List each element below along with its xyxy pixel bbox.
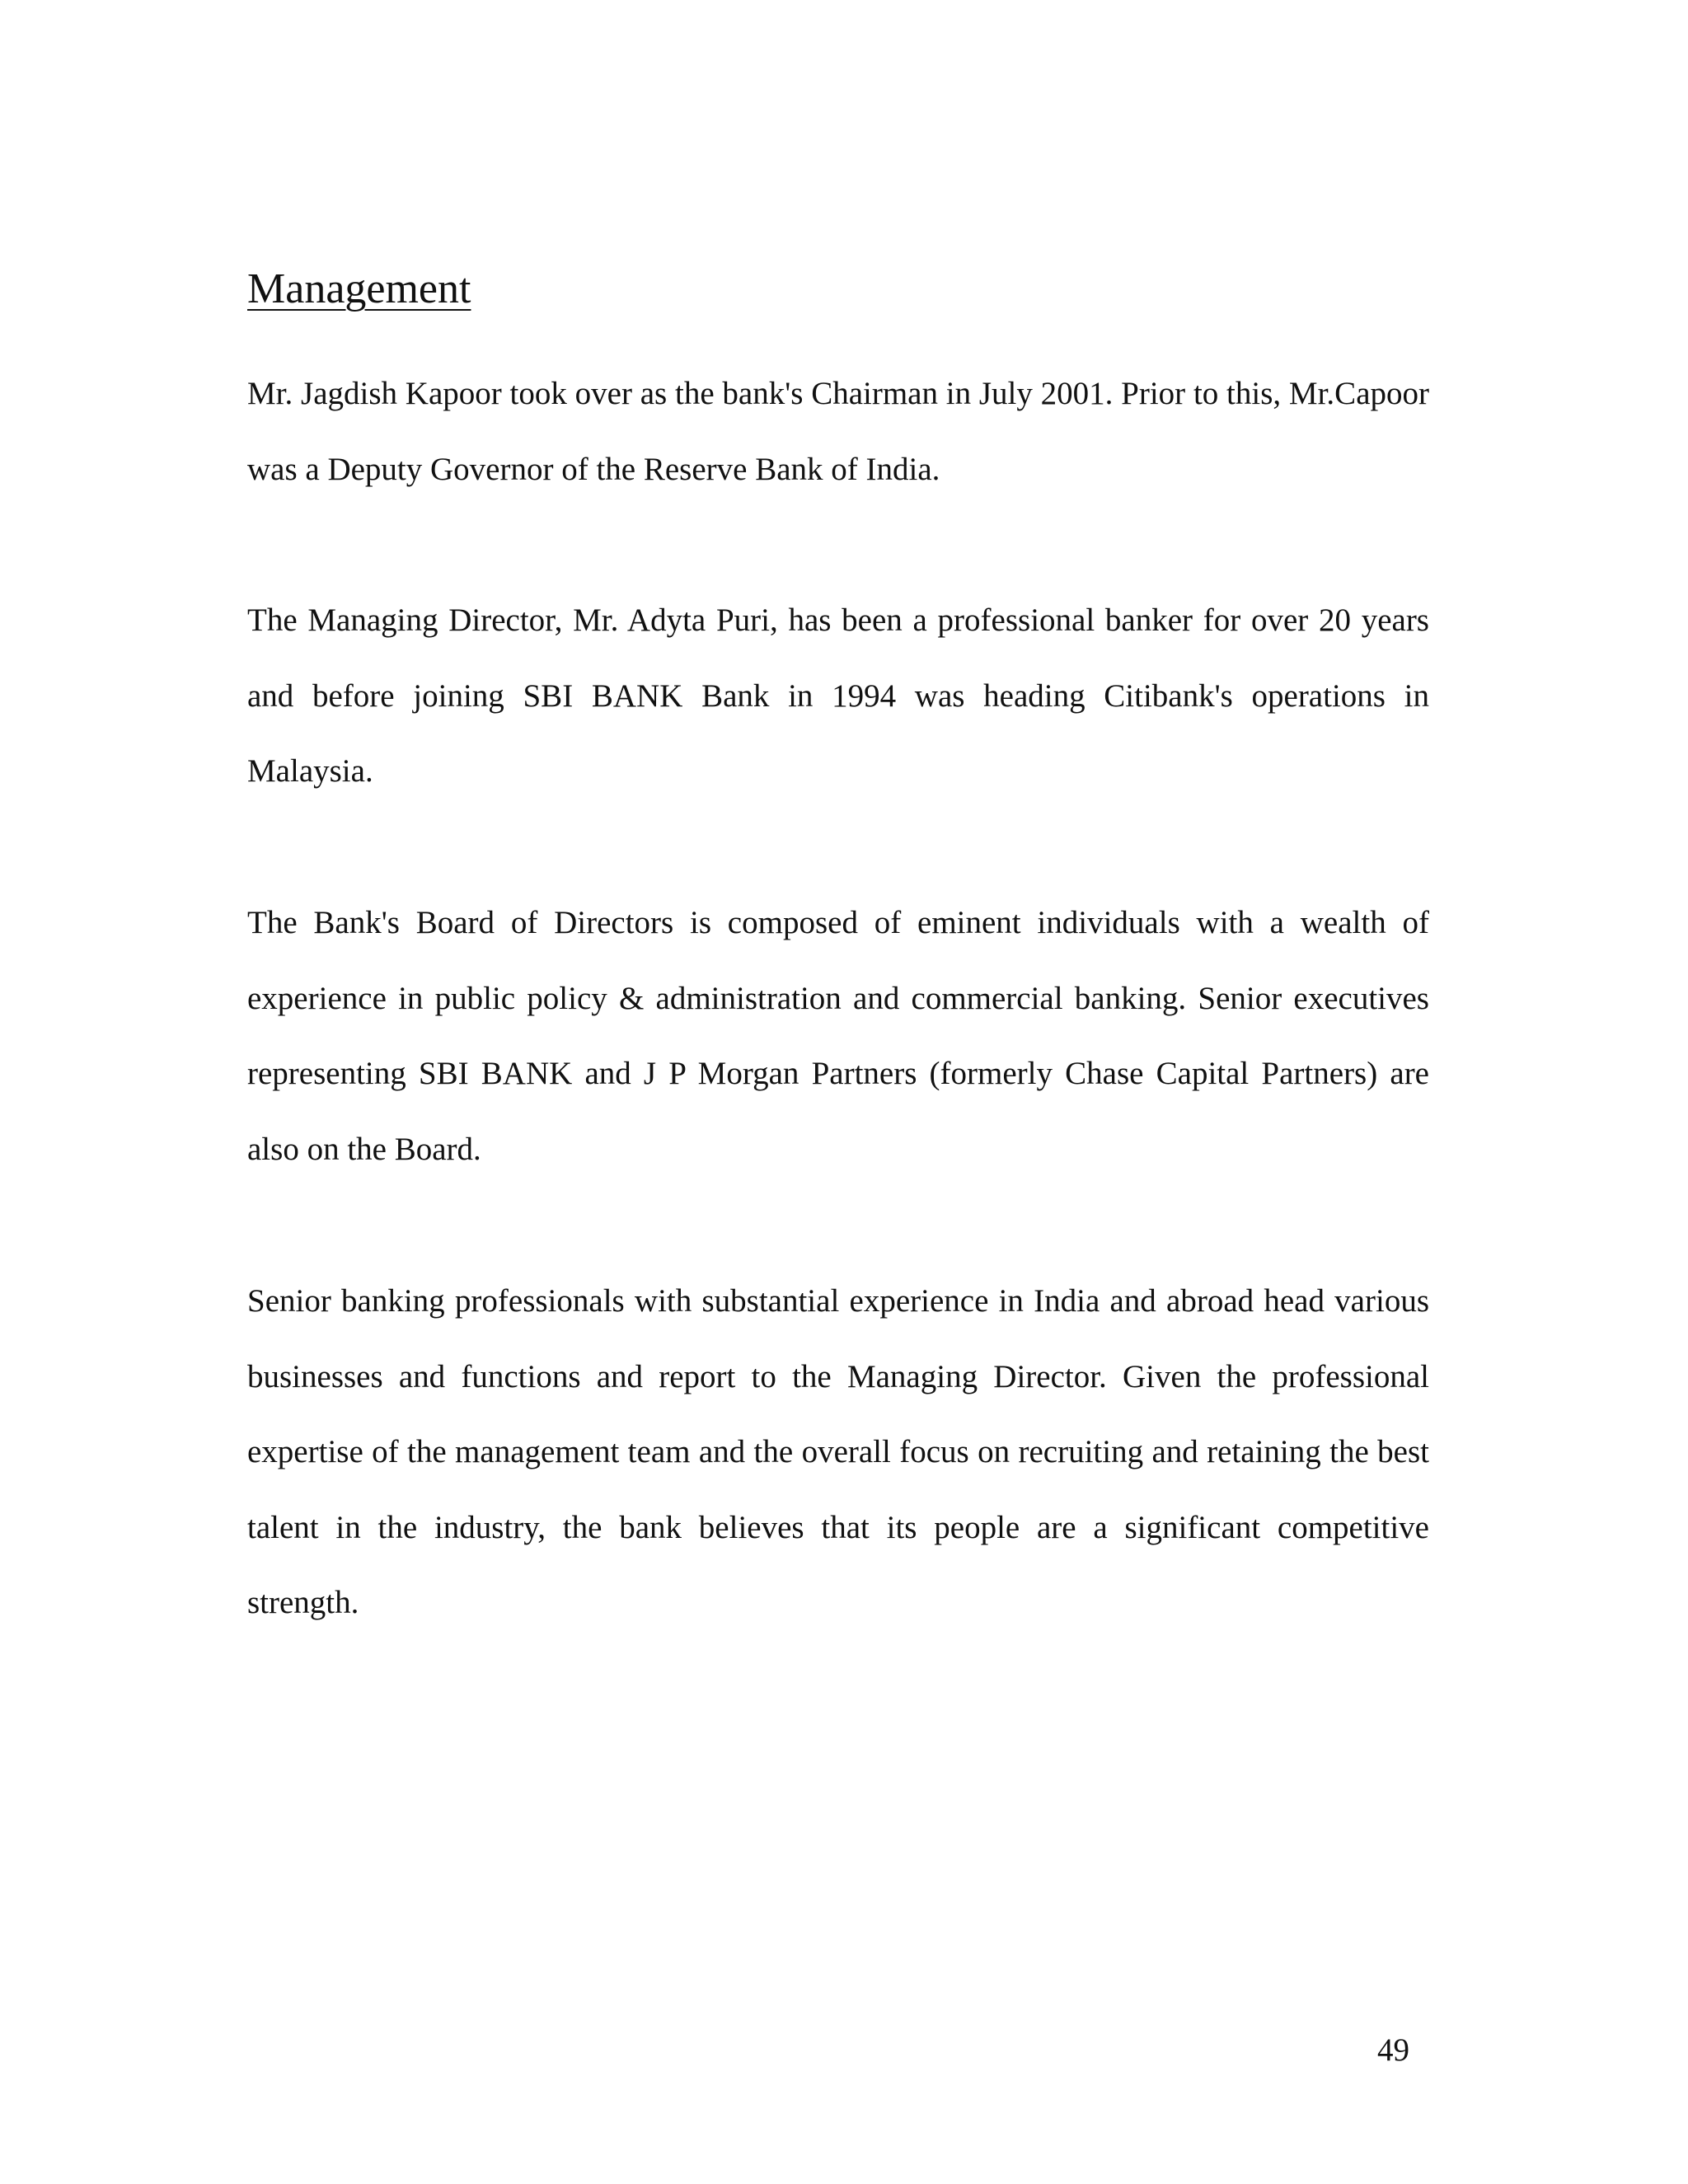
paragraph-board-of-directors: The Bank's Board of Directors is composed of eminent individuals with a wealth of experience in public policy & administration and commercial banking. Senior executives representing SBI BANK and J P Morgan Partners (formerly Chase Capital Partners) are also on the Board. — [247, 905, 1429, 1167]
paragraph-managing-director: The Managing Director, Mr. Adyta Puri, has been a professional banker for over 20 years and before joining SBI BANK Bank in 1994 was heading Citibank's operations in Malaysia. — [247, 602, 1429, 789]
paragraph-chairman: Mr. Jagdish Kapoor took over as the bank's Chairman in July 2001. Prior to this, Mr.Capoor was a Deputy Governor of the Reserve Bank of India. — [247, 376, 1429, 487]
page-number: 49 — [1377, 2032, 1409, 2068]
paragraph-senior-professionals: Senior banking professionals with substantial experience in India and abroad head various businesses and functions and report to the Managing Director. Given the professional expertise of the management team and the overall focus on recruiting and retaining the best talent in the industry, the bank believes that its people are a significant competitive strength. — [247, 1283, 1429, 1620]
section-heading: Management — [247, 265, 471, 312]
